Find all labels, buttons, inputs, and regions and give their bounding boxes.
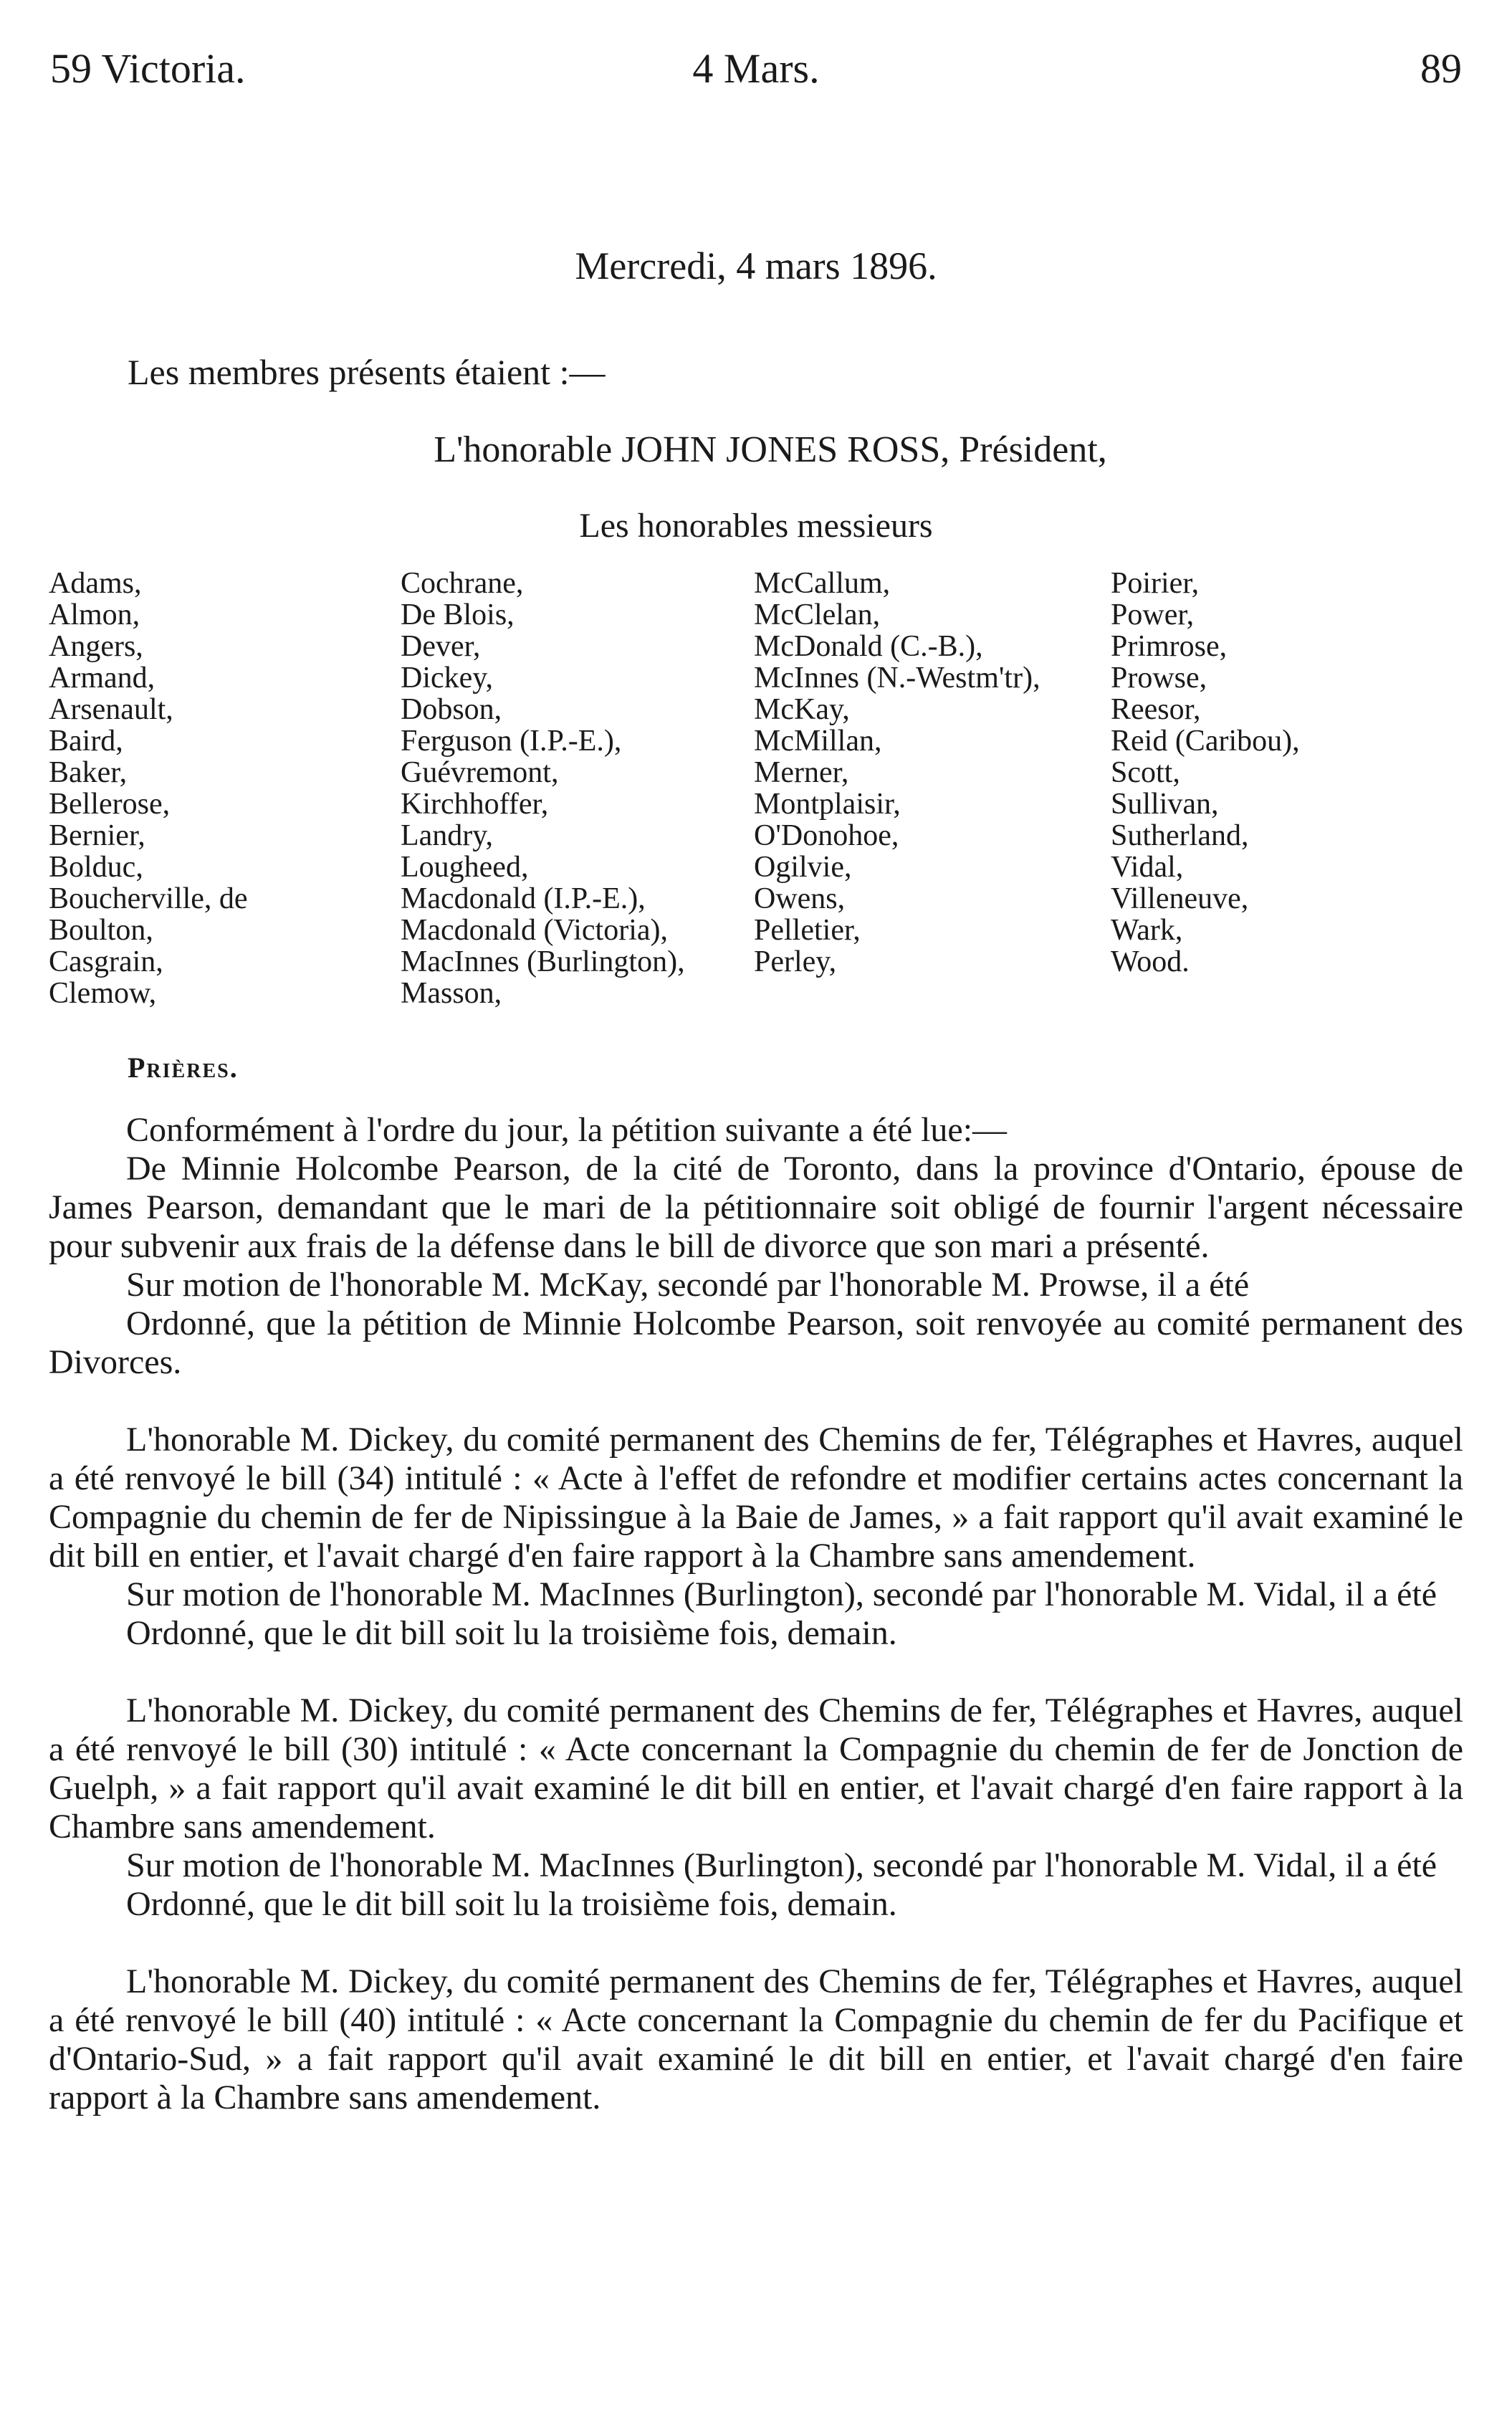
member-name: McInnes (N.-Westm'tr), bbox=[754, 662, 1040, 695]
paragraph-report-bill-34: L'honorable M. Dickey, du comité permanent des Chemins de fer, Télégraphes et Havres, auquel a été renvoyé le bill (34) intitulé : « Acte à l'effet de refondre et modifier certains actes concernant la Compagnie du chemin de fer de Nipissingue à la Baie de James, » a fait rapport qu'il avait examiné le dit bill en entier, et l'avait chargé d'en faire rapport à la Chambre sans amendement. bbox=[49, 1421, 1463, 1575]
members-column-1 bbox=[49, 568, 248, 1009]
paragraph-report-bill-40: L'honorable M. Dickey, du comité permanent des Chemins de fer, Télégraphes et Havres, auquel a été renvoyé le bill (40) intitulé : « Acte concernant la Compagnie du chemin de fer du Pacifique et d'Ontario-Sud, » a fait rapport qu'il avait examiné le dit bill en entier, et l'avait chargé d'en faire rapport à la Chambre sans amendement. bbox=[49, 1962, 1463, 2117]
member-name: McMillan, bbox=[754, 725, 882, 758]
members-column-3 bbox=[754, 568, 1040, 978]
members-column-2 bbox=[401, 568, 685, 1009]
member-name: Sutherland, bbox=[1111, 819, 1249, 852]
prayers-heading: Prières. bbox=[128, 1051, 239, 1084]
member-name: Merner, bbox=[754, 756, 849, 789]
member-name: Montplaisir, bbox=[754, 788, 901, 821]
member-name: Bellerose, bbox=[49, 788, 171, 821]
member-name: Clemow, bbox=[49, 977, 157, 1010]
member-name: Baker, bbox=[49, 756, 128, 789]
member-name: Boucherville, de bbox=[49, 882, 248, 915]
member-name: Owens, bbox=[754, 882, 846, 915]
member-name: Power, bbox=[1111, 598, 1195, 631]
member-name: Dever, bbox=[401, 630, 481, 663]
member-name: Reesor, bbox=[1111, 693, 1201, 726]
member-name: Angers, bbox=[49, 630, 143, 663]
paragraph-motion-1: Sur motion de l'honorable M. McKay, secondé par l'honorable M. Prowse, il a été bbox=[126, 1266, 1250, 1304]
member-name: Ogilvie, bbox=[754, 851, 852, 884]
member-name: Dobson, bbox=[401, 693, 502, 726]
president-line: L'honorable JOHN JONES ROSS, Président, bbox=[434, 429, 1107, 470]
member-name: Almon, bbox=[49, 598, 140, 631]
members-present-intro: Les membres présents étaient :— bbox=[128, 352, 606, 392]
paragraph-order-3: Ordonné, que le dit bill soit lu la troisième fois, demain. bbox=[126, 1885, 897, 1923]
member-name: Sullivan, bbox=[1111, 788, 1219, 821]
member-name: Ferguson (I.P.-E.), bbox=[401, 725, 622, 758]
member-name: Baird, bbox=[49, 725, 123, 758]
proceedings-text bbox=[49, 1111, 1463, 2117]
member-name: Perley, bbox=[754, 945, 837, 978]
member-name: Guévremont, bbox=[401, 756, 559, 789]
running-head bbox=[50, 44, 1462, 102]
member-name: McDonald (C.-B.), bbox=[754, 630, 983, 663]
member-name: MacInnes (Burlington), bbox=[401, 945, 685, 978]
member-name: Lougheed, bbox=[401, 851, 529, 884]
member-name: McKay, bbox=[754, 693, 850, 726]
member-name: Adams, bbox=[49, 567, 142, 600]
member-name: Prowse, bbox=[1111, 662, 1207, 695]
member-name: Reid (Caribou), bbox=[1111, 725, 1300, 758]
member-name: Cochrane, bbox=[401, 567, 524, 600]
member-name: Arsenault, bbox=[49, 693, 173, 726]
member-name: De Blois, bbox=[401, 598, 515, 631]
member-name: Scott, bbox=[1111, 756, 1180, 789]
member-name: Dickey, bbox=[401, 662, 494, 695]
member-name: Kirchhoffer, bbox=[401, 788, 549, 821]
member-name: McClelan, bbox=[754, 598, 881, 631]
member-name: Boulton, bbox=[49, 914, 153, 947]
member-name: Macdonald (Victoria), bbox=[401, 914, 668, 947]
member-name: Bernier, bbox=[49, 819, 145, 852]
honorables-heading: Les honorables messieurs bbox=[579, 507, 933, 545]
paragraph-motion-2: Sur motion de l'honorable M. MacInnes (Burlington), secondé par l'honorable M. Vidal, il a été bbox=[126, 1575, 1437, 1613]
page-number: 89 bbox=[1420, 45, 1462, 92]
member-name: Casgrain, bbox=[49, 945, 163, 978]
member-name: Bolduc, bbox=[49, 851, 143, 884]
member-name: Wood. bbox=[1111, 945, 1190, 978]
member-name: Armand, bbox=[49, 662, 155, 695]
date-header: 4 Mars. bbox=[692, 45, 820, 92]
member-name: Wark, bbox=[1111, 914, 1183, 947]
member-name: Vidal, bbox=[1111, 851, 1184, 884]
member-name: Pelletier, bbox=[754, 914, 861, 947]
member-name: Masson, bbox=[401, 977, 502, 1010]
paragraph-order-2: Ordonné, que le dit bill soit lu la troisième fois, demain. bbox=[126, 1614, 897, 1652]
paragraph-report-bill-30: L'honorable M. Dickey, du comité permanent des Chemins de fer, Télégraphes et Havres, auquel a été renvoyé le bill (30) intitulé : « Acte concernant la Compagnie du chemin de fer de Jonction de Guelph, » a fait rapport qu'il avait examiné le dit bill en entier, et l'avait chargé d'en faire rapport à la Chambre sans amendement. bbox=[49, 1691, 1463, 1846]
member-name: O'Donohoe, bbox=[754, 819, 899, 852]
paragraph-petition-read: Conformément à l'ordre du jour, la pétition suivante a été lue:— bbox=[126, 1111, 1008, 1149]
members-column-4 bbox=[1111, 568, 1300, 978]
paragraph-petition-content: De Minnie Holcombe Pearson, de la cité de Toronto, dans la province d'Ontario, épouse de James Pearson, demandant que le mari de la pétitionnaire soit obligé de fournir l'argent nécessaire pour subvenir aux frais de la défense dans le bill de divorce que son mari a présenté. bbox=[49, 1150, 1463, 1265]
paragraph-order-1: Ordonné, que la pétition de Minnie Holcombe Pearson, soit renvoyée au comité permanent des Divorces. bbox=[49, 1304, 1463, 1381]
member-name: Poirier, bbox=[1111, 567, 1200, 600]
member-name: Villeneuve, bbox=[1111, 882, 1249, 915]
session-label: 59 Victoria. bbox=[50, 45, 246, 92]
sitting-date: Mercredi, 4 mars 1896. bbox=[575, 244, 937, 287]
member-name: McCallum, bbox=[754, 567, 891, 600]
paragraph-motion-3: Sur motion de l'honorable M. MacInnes (Burlington), secondé par l'honorable M. Vidal, il a été bbox=[126, 1846, 1437, 1884]
members-list bbox=[49, 568, 1475, 1012]
member-name: Primrose, bbox=[1111, 630, 1228, 663]
member-name: Macdonald (I.P.-E.), bbox=[401, 882, 646, 915]
member-name: Landry, bbox=[401, 819, 494, 852]
